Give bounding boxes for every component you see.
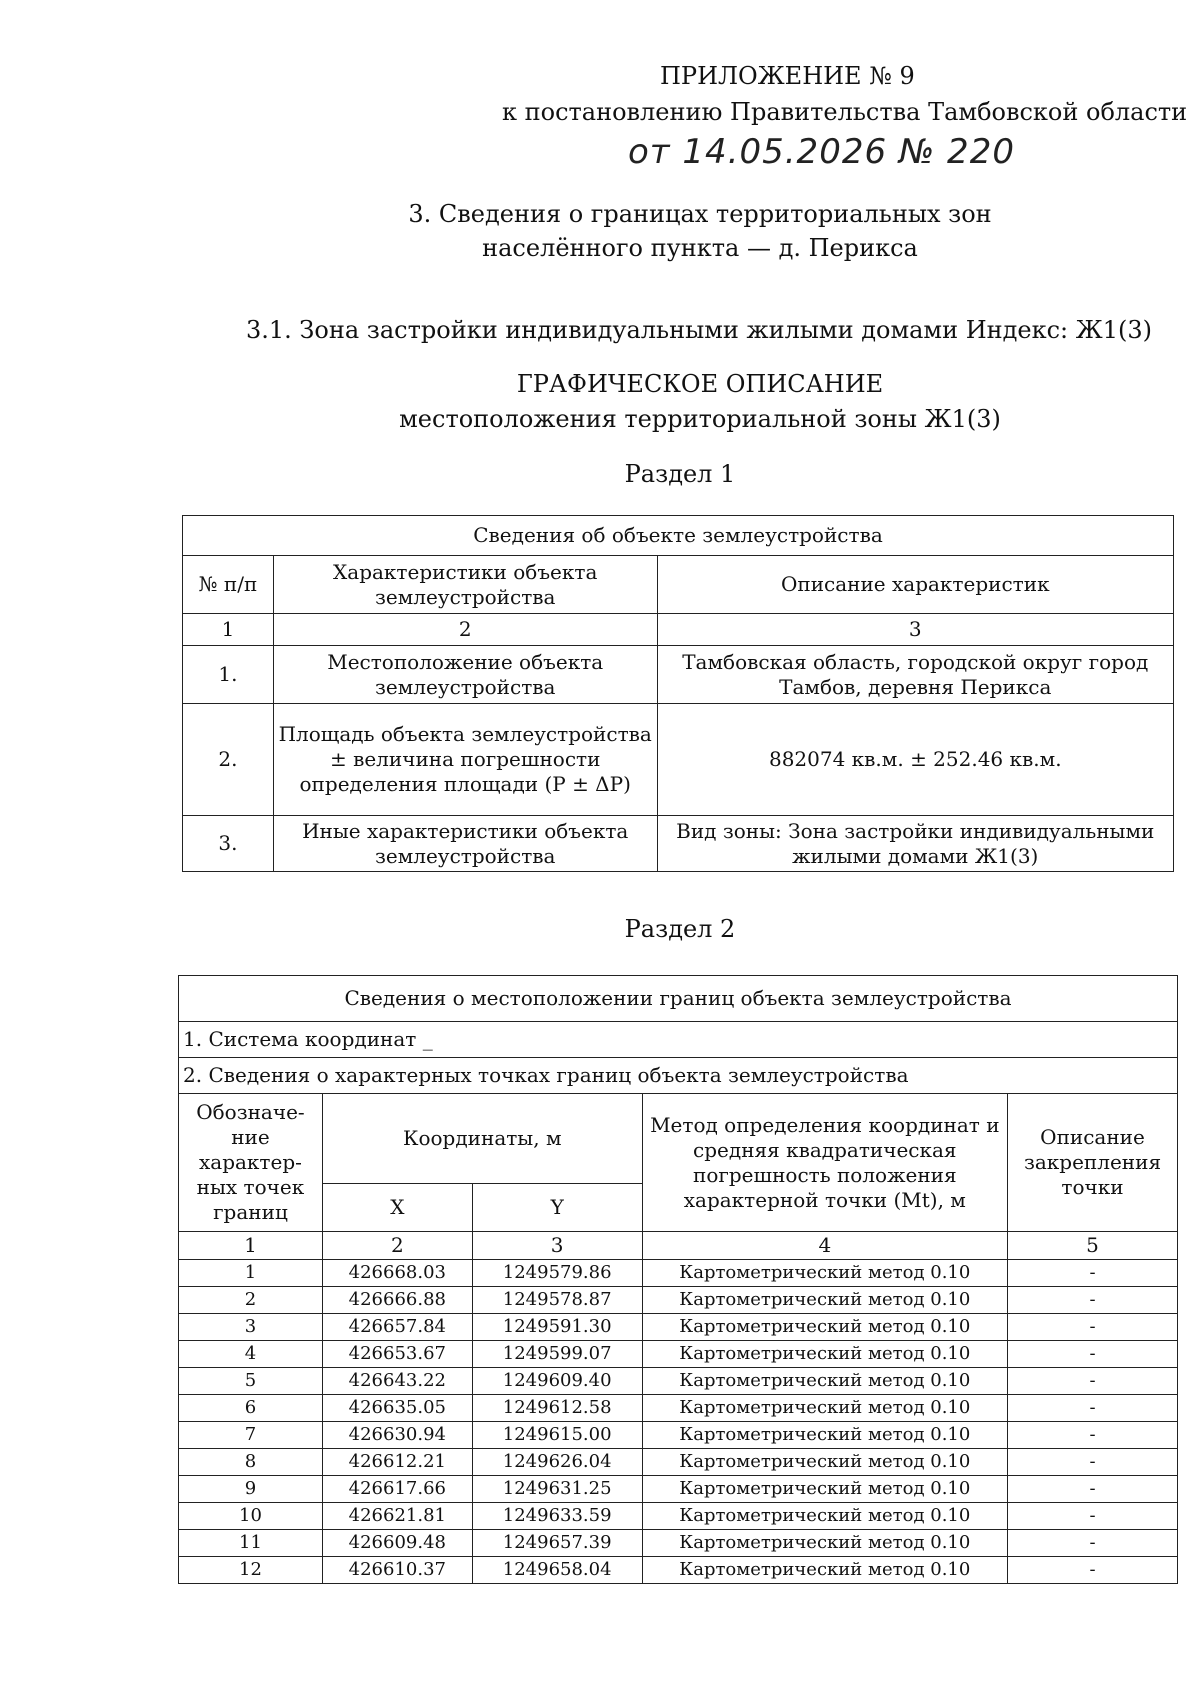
point-n-cell: 1 — [179, 1260, 323, 1287]
point-x-cell: 426621.81 — [322, 1503, 472, 1530]
col-number-1: 1 — [183, 614, 274, 646]
point-y-cell: 1249609.40 — [472, 1368, 642, 1395]
point-n-cell: 3 — [179, 1314, 323, 1341]
point-fix-cell: - — [1008, 1368, 1178, 1395]
table-row — [179, 1476, 1178, 1503]
point-fix-cell: - — [1008, 1287, 1178, 1314]
point-method-cell: Картометрический метод 0.10 — [642, 1395, 1007, 1422]
point-method-cell: Картометрический метод 0.10 — [642, 1476, 1007, 1503]
table-row — [179, 1260, 1178, 1287]
table-row — [183, 816, 1174, 872]
point-x-cell: 426657.84 — [322, 1314, 472, 1341]
table-row — [179, 1368, 1178, 1395]
point-method-cell: Картометрический метод 0.10 — [642, 1557, 1007, 1584]
header-coordinates: Координаты, м — [322, 1094, 642, 1184]
point-n-cell: 7 — [179, 1422, 323, 1449]
header-number: № п/п — [183, 556, 274, 614]
row-description: Вид зоны: Зона застройки индивидуальными жилыми домами Ж1(3) — [657, 816, 1173, 872]
header-fixing: Описание закрепления точки — [1008, 1094, 1178, 1232]
point-y-cell: 1249599.07 — [472, 1341, 642, 1368]
point-n-cell: 8 — [179, 1449, 323, 1476]
col-number-1: 1 — [179, 1232, 323, 1260]
point-fix-cell: - — [1008, 1422, 1178, 1449]
point-method-cell: Картометрический метод 0.10 — [642, 1260, 1007, 1287]
point-y-cell: 1249626.04 — [472, 1449, 642, 1476]
point-n-cell: 10 — [179, 1503, 323, 1530]
point-fix-cell: - — [1008, 1476, 1178, 1503]
point-x-cell: 426630.94 — [322, 1422, 472, 1449]
header-characteristics: Характеристики объекта землеустройства — [273, 556, 657, 614]
point-y-cell: 1249633.59 — [472, 1503, 642, 1530]
point-x-cell: 426617.66 — [322, 1476, 472, 1503]
resolution-reference: к постановлению Правительства Тамбовской области — [502, 98, 1188, 126]
table-row — [179, 1503, 1178, 1530]
point-fix-cell: - — [1008, 1341, 1178, 1368]
point-n-cell: 5 — [179, 1368, 323, 1395]
point-n-cell: 2 — [179, 1287, 323, 1314]
point-n-cell: 12 — [179, 1557, 323, 1584]
section-1-label: Раздел 1 — [624, 460, 736, 488]
table-title: Сведения об объекте землеустройства — [183, 516, 1174, 556]
point-method-cell: Картометрический метод 0.10 — [642, 1503, 1007, 1530]
point-method-cell: Картометрический метод 0.10 — [642, 1341, 1007, 1368]
row-characteristic: Местоположение объекта землеустройства — [273, 646, 657, 704]
row-number: 3. — [183, 816, 274, 872]
point-fix-cell: - — [1008, 1260, 1178, 1287]
point-method-cell: Картометрический метод 0.10 — [642, 1449, 1007, 1476]
point-x-cell: 426612.21 — [322, 1449, 472, 1476]
table-row — [179, 1557, 1178, 1584]
point-fix-cell: - — [1008, 1503, 1178, 1530]
point-method-cell: Картометрический метод 0.10 — [642, 1314, 1007, 1341]
point-fix-cell: - — [1008, 1395, 1178, 1422]
table-row — [179, 1314, 1178, 1341]
handwritten-date-signature: от 14.05.2026 № 220 — [628, 132, 1015, 172]
table-row — [183, 646, 1174, 704]
point-y-cell: 1249579.86 — [472, 1260, 642, 1287]
point-fix-cell: - — [1008, 1557, 1178, 1584]
point-y-cell: 1249615.00 — [472, 1422, 642, 1449]
point-method-cell: Картометрический метод 0.10 — [642, 1287, 1007, 1314]
title-line-1: 3. Сведения о границах территориальных зон — [408, 200, 992, 228]
col-number-2: 2 — [322, 1232, 472, 1260]
table-title: Сведения о местоположении границ объекта землеустройства — [179, 976, 1178, 1022]
row-number: 1. — [183, 646, 274, 704]
point-y-cell: 1249658.04 — [472, 1557, 642, 1584]
title-line-2: населённого пункта — д. Перикса — [482, 234, 918, 262]
zone-heading: 3.1. Зона застройки индивидуальными жилыми домами Индекс: Ж1(3) — [246, 316, 1152, 344]
point-x-cell: 426666.88 — [322, 1287, 472, 1314]
appendix-number: ПРИЛОЖЕНИЕ № 9 — [660, 62, 915, 90]
col-number-3: 3 — [472, 1232, 642, 1260]
point-x-cell: 426668.03 — [322, 1260, 472, 1287]
point-method-cell: Картометрический метод 0.10 — [642, 1422, 1007, 1449]
coordinate-system: 1. Система координат _ — [179, 1022, 1178, 1058]
point-n-cell: 4 — [179, 1341, 323, 1368]
point-y-cell: 1249657.39 — [472, 1530, 642, 1557]
col-number-3: 3 — [657, 614, 1173, 646]
boundary-points-table — [178, 975, 1178, 1584]
point-y-cell: 1249612.58 — [472, 1395, 642, 1422]
table-row — [179, 1287, 1178, 1314]
col-number-5: 5 — [1008, 1232, 1178, 1260]
point-x-cell: 426609.48 — [322, 1530, 472, 1557]
table-row — [183, 704, 1174, 816]
point-n-cell: 6 — [179, 1395, 323, 1422]
header-method: Метод определения координат и средняя квадратическая погрешность положения характерной точки (Mt), м — [642, 1094, 1007, 1232]
header-designation: Обозначе-ние характер-ных точек границ — [179, 1094, 323, 1232]
table-row — [179, 1395, 1178, 1422]
point-x-cell: 426635.05 — [322, 1395, 472, 1422]
table-row — [179, 1422, 1178, 1449]
point-method-cell: Картометрический метод 0.10 — [642, 1368, 1007, 1395]
header-x: X — [322, 1184, 472, 1232]
land-object-info-table — [182, 515, 1174, 872]
point-y-cell: 1249631.25 — [472, 1476, 642, 1503]
point-method-cell: Картометрический метод 0.10 — [642, 1530, 1007, 1557]
point-n-cell: 9 — [179, 1476, 323, 1503]
col-number-4: 4 — [642, 1232, 1007, 1260]
point-fix-cell: - — [1008, 1314, 1178, 1341]
point-y-cell: 1249591.30 — [472, 1314, 642, 1341]
point-fix-cell: - — [1008, 1449, 1178, 1476]
table-row — [179, 1530, 1178, 1557]
row-characteristic: Площадь объекта землеустройства ± величина погрешности определения площади (P ± ΔP) — [273, 704, 657, 816]
point-x-cell: 426653.67 — [322, 1341, 472, 1368]
point-x-cell: 426610.37 — [322, 1557, 472, 1584]
section-2-label: Раздел 2 — [624, 915, 736, 943]
table-row — [179, 1449, 1178, 1476]
graphic-description-subtitle: местоположения территориальной зоны Ж1(3) — [399, 405, 1001, 433]
header-y: Y — [472, 1184, 642, 1232]
col-number-2: 2 — [273, 614, 657, 646]
points-title: 2. Сведения о характерных точках границ объекта землеустройства — [179, 1058, 1178, 1094]
point-x-cell: 426643.22 — [322, 1368, 472, 1395]
table-row — [179, 1341, 1178, 1368]
row-description: 882074 кв.м. ± 252.46 кв.м. — [657, 704, 1173, 816]
point-fix-cell: - — [1008, 1530, 1178, 1557]
point-y-cell: 1249578.87 — [472, 1287, 642, 1314]
row-characteristic: Иные характеристики объекта землеустройства — [273, 816, 657, 872]
graphic-description-title: ГРАФИЧЕСКОЕ ОПИСАНИЕ — [516, 370, 884, 398]
row-number: 2. — [183, 704, 274, 816]
header-description: Описание характеристик — [657, 556, 1173, 614]
point-n-cell: 11 — [179, 1530, 323, 1557]
row-description: Тамбовская область, городской округ город Тамбов, деревня Перикса — [657, 646, 1173, 704]
